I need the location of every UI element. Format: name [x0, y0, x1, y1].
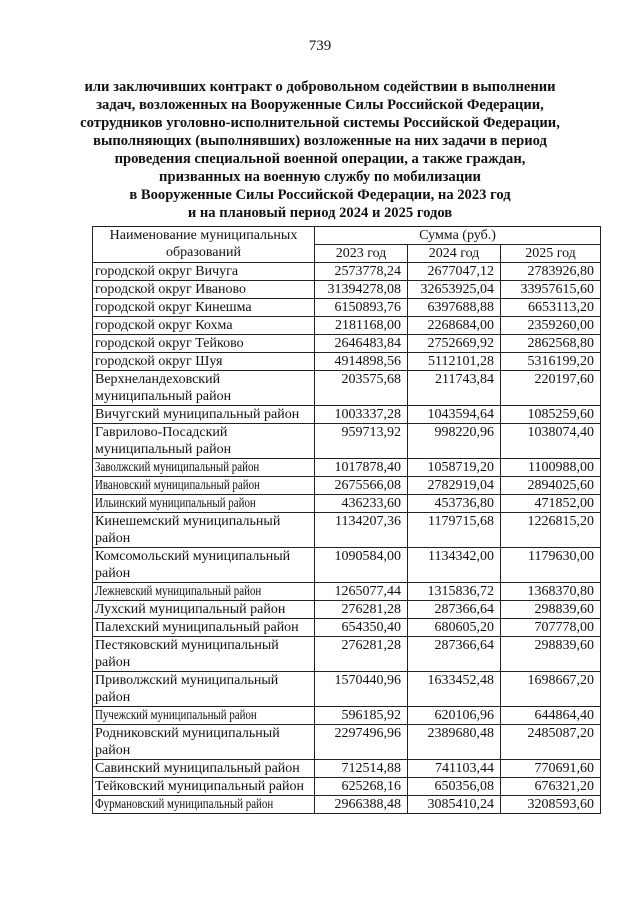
table-row [93, 477, 601, 495]
amount-2023: 6150893,76 [315, 299, 408, 317]
amount-2024: 680605,20 [408, 619, 501, 637]
table-row [93, 317, 601, 335]
municipality-name: Палехский муниципальный район [93, 619, 315, 637]
table-row [93, 335, 601, 353]
amount-2024: 2782919,04 [408, 477, 501, 495]
amount-2023: 1017878,40 [315, 459, 408, 477]
amount-2023: 2573778,24 [315, 263, 408, 281]
table-row [93, 263, 601, 281]
amount-2025: 2783926,80 [501, 263, 601, 281]
amount-2023: 2675566,08 [315, 477, 408, 495]
amount-2024: 1058719,20 [408, 459, 501, 477]
amount-2023: 2646483,84 [315, 335, 408, 353]
amount-2023: 2966388,48 [315, 796, 408, 814]
heading-line: и на плановый период 2024 и 2025 годов [187, 205, 453, 221]
municipality-name: Гаврилово-Посадский муниципальный район [93, 424, 315, 459]
municipality-name [93, 583, 315, 601]
amount-2024: 6397688,88 [408, 299, 501, 317]
municipality-name-text: Фурмановский муниципальный район [95, 797, 274, 812]
amount-2023: 1570440,96 [315, 672, 408, 707]
amount-2023: 1003337,28 [315, 406, 408, 424]
municipality-name: городской округ Вичуга [93, 263, 315, 281]
municipality-name-text: Ильинский муниципальный район [95, 496, 256, 511]
amount-2024: 1134342,00 [408, 548, 501, 583]
municipality-name: Кинешемский муниципальный район [93, 513, 315, 548]
amount-2025: 1698667,20 [501, 672, 601, 707]
amount-2023: 2181168,00 [315, 317, 408, 335]
header-name-column: Наименование муниципальных образований [93, 227, 315, 263]
amount-2024: 2389680,48 [408, 725, 501, 760]
table-body [93, 263, 601, 814]
amount-2024: 32653925,04 [408, 281, 501, 299]
amount-2023: 625268,16 [315, 778, 408, 796]
amount-2024: 1315836,72 [408, 583, 501, 601]
amount-2025: 707778,00 [501, 619, 601, 637]
amount-2024: 2677047,12 [408, 263, 501, 281]
amount-2023: 203575,68 [315, 371, 408, 406]
municipality-name [93, 459, 315, 477]
municipality-name: Родниковский муниципальный район [93, 725, 315, 760]
amount-2025: 6653113,20 [501, 299, 601, 317]
municipality-name: Савинский муниципальный район [93, 760, 315, 778]
amount-2023: 31394278,08 [315, 281, 408, 299]
amount-2025: 2894025,60 [501, 477, 601, 495]
table-row [93, 725, 601, 760]
table-row [93, 601, 601, 619]
municipality-name-text: Заволжский муниципальный район [95, 460, 260, 475]
amount-2025: 1038074,40 [501, 424, 601, 459]
heading-line: проведения специальной военной операции, а также граждан, [114, 151, 526, 167]
municipality-name-text: Ивановский муниципальный район [95, 478, 260, 493]
amount-2025: 1368370,80 [501, 583, 601, 601]
heading-line: призванных на военную службу по мобилизации [159, 169, 481, 185]
amount-2025: 1179630,00 [501, 548, 601, 583]
header-year: 2023 год [315, 245, 408, 263]
amount-2024: 3085410,24 [408, 796, 501, 814]
amount-2024: 1179715,68 [408, 513, 501, 548]
amount-2023: 436233,60 [315, 495, 408, 513]
amount-2023: 959713,92 [315, 424, 408, 459]
header-sum: Сумма (руб.) [315, 227, 601, 245]
amount-2025: 298839,60 [501, 637, 601, 672]
amount-2023: 1265077,44 [315, 583, 408, 601]
document-heading [60, 78, 580, 222]
table-row [93, 672, 601, 707]
header-year: 2025 год [501, 245, 601, 263]
table-row [93, 424, 601, 459]
table-row [93, 495, 601, 513]
amount-2023: 596185,92 [315, 707, 408, 725]
table-row [93, 796, 601, 814]
municipality-name [93, 495, 315, 513]
table-row [93, 513, 601, 548]
municipality-name [93, 707, 315, 725]
amount-2024: 1043594,64 [408, 406, 501, 424]
amount-2025: 5316199,20 [501, 353, 601, 371]
amount-2025: 2862568,80 [501, 335, 601, 353]
municipality-name: городской округ Иваново [93, 281, 315, 299]
amount-2025: 298839,60 [501, 601, 601, 619]
amount-2025: 2359260,00 [501, 317, 601, 335]
table-row [93, 760, 601, 778]
municipality-name: городской округ Кохма [93, 317, 315, 335]
amount-2024: 287366,64 [408, 637, 501, 672]
table-row [93, 778, 601, 796]
municipality-name-text: Лежневский муниципальный район [95, 584, 262, 599]
municipality-name [93, 796, 315, 814]
amount-2024: 5112101,28 [408, 353, 501, 371]
amount-2024: 620106,96 [408, 707, 501, 725]
municipality-name: Приволжский муниципальный район [93, 672, 315, 707]
amount-2023: 276281,28 [315, 637, 408, 672]
municipality-name: городской округ Тейково [93, 335, 315, 353]
table-row [93, 548, 601, 583]
amount-2024: 1633452,48 [408, 672, 501, 707]
amount-2025: 33957615,60 [501, 281, 601, 299]
amount-2025: 3208593,60 [501, 796, 601, 814]
amount-2025: 471852,00 [501, 495, 601, 513]
table-row [93, 637, 601, 672]
table-row [93, 299, 601, 317]
amount-2024: 2268684,00 [408, 317, 501, 335]
amount-2025: 2485087,20 [501, 725, 601, 760]
amount-2025: 220197,60 [501, 371, 601, 406]
heading-line: или заключивших контракт о добровольном содействии в выполнении [84, 79, 556, 95]
amount-2025: 1085259,60 [501, 406, 601, 424]
table-row [93, 371, 601, 406]
amount-2023: 276281,28 [315, 601, 408, 619]
header-year: 2024 год [408, 245, 501, 263]
amount-2023: 654350,40 [315, 619, 408, 637]
table-row [93, 281, 601, 299]
amount-2024: 453736,80 [408, 495, 501, 513]
municipality-name: городской округ Кинешма [93, 299, 315, 317]
amount-2025: 1100988,00 [501, 459, 601, 477]
heading-line: сотрудников уголовно-исполнительной системы Российской Федерации, [80, 115, 560, 131]
amount-2024: 650356,08 [408, 778, 501, 796]
subsidy-table [92, 226, 601, 814]
table-row [93, 583, 601, 601]
table-row [93, 353, 601, 371]
municipality-name: городской округ Шуя [93, 353, 315, 371]
amount-2024: 287366,64 [408, 601, 501, 619]
table-header-row [93, 227, 601, 245]
municipality-name: Вичугский муниципальный район [93, 406, 315, 424]
amount-2024: 741103,44 [408, 760, 501, 778]
page-number: 739 [308, 38, 332, 54]
amount-2025: 1226815,20 [501, 513, 601, 548]
municipality-name: Лухский муниципальный район [93, 601, 315, 619]
amount-2024: 211743,84 [408, 371, 501, 406]
municipality-name: Пестяковский муниципальный район [93, 637, 315, 672]
table-row [93, 459, 601, 477]
amount-2024: 2752669,92 [408, 335, 501, 353]
amount-2025: 644864,40 [501, 707, 601, 725]
table-row [93, 406, 601, 424]
municipality-name: Тейковский муниципальный район [93, 778, 315, 796]
table-row [93, 707, 601, 725]
municipality-name: Верхнеландеховский муниципальный район [93, 371, 315, 406]
municipality-name: Комсомольский муниципальный район [93, 548, 315, 583]
amount-2024: 998220,96 [408, 424, 501, 459]
amount-2023: 2297496,96 [315, 725, 408, 760]
municipality-name-text: Пучежский муниципальный район [95, 708, 257, 723]
heading-line: выполняющих (выполнявших) возложенные на них задачи в период [93, 133, 547, 149]
amount-2025: 770691,60 [501, 760, 601, 778]
heading-line: в Вооруженные Силы Российской Федерации, на 2023 год [129, 187, 511, 203]
heading-line: задач, возложенных на Вооруженные Силы Российской Федерации, [96, 97, 544, 113]
amount-2023: 1090584,00 [315, 548, 408, 583]
amount-2023: 712514,88 [315, 760, 408, 778]
table-row [93, 619, 601, 637]
amount-2025: 676321,20 [501, 778, 601, 796]
municipality-name [93, 477, 315, 495]
amount-2023: 4914898,56 [315, 353, 408, 371]
amount-2023: 1134207,36 [315, 513, 408, 548]
